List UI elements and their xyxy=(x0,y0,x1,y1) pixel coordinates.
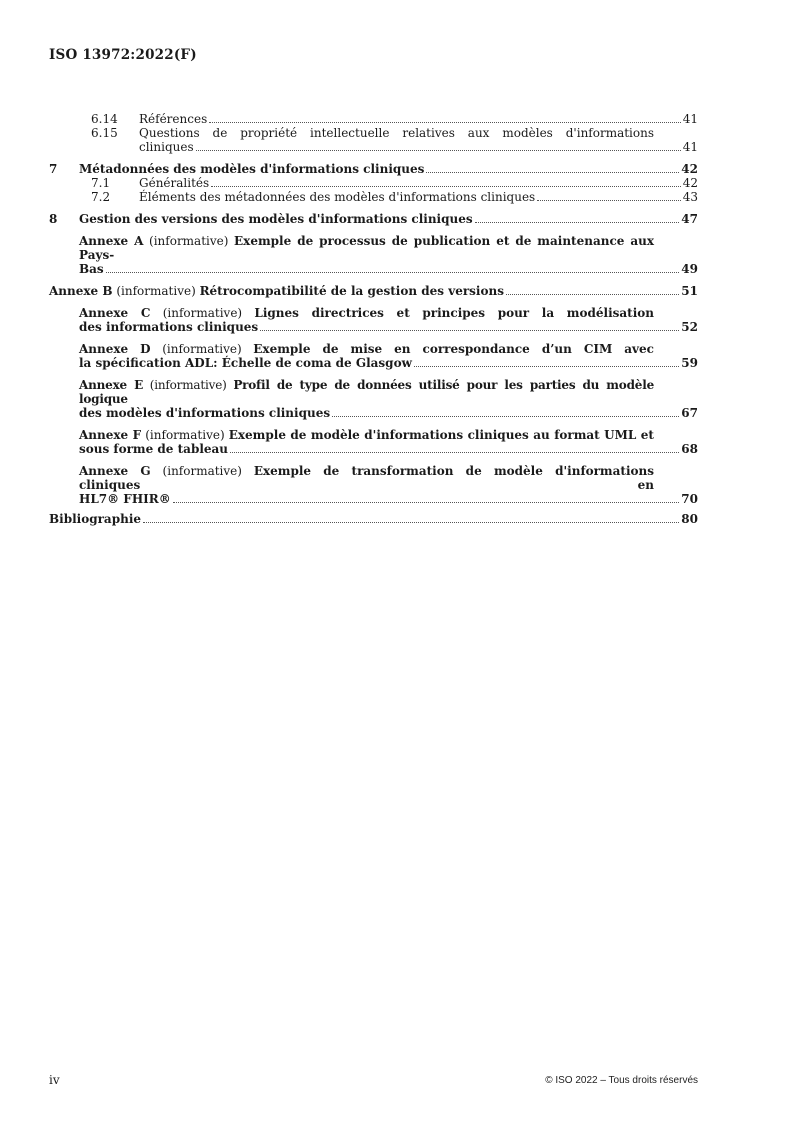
toc-entry-number: 7.1 xyxy=(91,176,111,190)
toc-entry-page: 51 xyxy=(681,284,698,298)
toc-entry-title: Généralités xyxy=(139,176,210,190)
toc-entry-annex-c[interactable] xyxy=(49,306,698,334)
dot-leader xyxy=(537,191,681,201)
annex-type: (informative) xyxy=(145,428,225,442)
annex-label: Annexe D xyxy=(79,342,151,356)
annex-label: Annexe E xyxy=(79,378,144,392)
toc-entry-title: Métadonnées des modèles d'informations cliniques xyxy=(79,162,425,176)
toc-entry-title: Bibliographie xyxy=(49,512,142,526)
toc-entry-title-line1: Profil de type de données utilisé pour les parties du modèle logique xyxy=(79,378,655,406)
toc-entry-6-14[interactable] xyxy=(49,112,698,126)
toc-entry-title-line2: sous forme de tableau xyxy=(79,442,229,456)
toc-entry-page: 42 xyxy=(682,176,698,190)
toc-entry-title-line2: la spécification ADL: Échelle de coma de Glasgow xyxy=(79,356,412,370)
toc-entry-annex-f[interactable] xyxy=(49,428,698,456)
dot-leader xyxy=(196,141,681,151)
dot-leader xyxy=(173,493,680,503)
toc-entry-title-line2: HL7® FHIR® xyxy=(79,492,171,506)
toc-entry-6-15[interactable] xyxy=(49,126,698,154)
toc-entry-title-line1: Exemple de mise en correspondance d’un CIM avec xyxy=(253,342,654,356)
toc-entry-title: Gestion des versions des modèles d'informations cliniques xyxy=(79,212,473,226)
toc-entry-title-line2: Bas xyxy=(79,262,104,276)
annex-label: Annexe A xyxy=(79,234,144,248)
toc-entry-number: 7 xyxy=(49,162,58,176)
toc-entry-page: 42 xyxy=(681,162,698,176)
toc-entry-number: 6.14 xyxy=(91,112,118,126)
annex-label: Annexe C xyxy=(79,306,151,320)
dot-leader xyxy=(260,321,679,331)
toc-entry-annex-d[interactable] xyxy=(49,342,698,370)
document-id: ISO 13972:2022(F) xyxy=(49,47,197,63)
dot-leader xyxy=(475,213,680,223)
toc-entry-8[interactable] xyxy=(49,212,698,226)
toc-entry-page: 52 xyxy=(681,320,698,334)
toc-entry-title-line2: cliniques xyxy=(139,140,194,154)
toc-entry-page: 49 xyxy=(681,262,698,276)
toc-entry-number: 8 xyxy=(49,212,58,226)
annex-label: Annexe B xyxy=(49,284,113,298)
toc-entry-bibliography[interactable] xyxy=(49,512,698,526)
toc-entry-page: 80 xyxy=(681,512,698,526)
toc-entry-page: 68 xyxy=(681,442,698,456)
toc-entry-page: 59 xyxy=(681,356,698,370)
dot-leader xyxy=(332,407,679,417)
toc-entry-number: 6.15 xyxy=(91,126,118,140)
annex-type: (informative) xyxy=(149,234,229,248)
toc-entry-page: 70 xyxy=(681,492,698,506)
toc-entry-title: Rétrocompatibilité de la gestion des versions xyxy=(199,284,504,298)
toc-entry-7[interactable] xyxy=(49,162,698,176)
toc-entry-annex-a[interactable] xyxy=(49,234,698,276)
toc-entry-title: Éléments des métadonnées des modèles d'informations cliniques xyxy=(139,190,536,204)
annex-type: (informative) xyxy=(162,464,242,478)
toc-entry-page: 41 xyxy=(682,140,698,154)
toc-entry-7-2[interactable] xyxy=(49,190,698,204)
page-number: iv xyxy=(49,1073,60,1087)
dot-leader xyxy=(209,113,680,123)
toc-entry-title-line1: Questions de propriété intellectuelle relatives aux modèles d'informations xyxy=(139,126,654,140)
toc-entry-title-line1: Exemple de transformation de modèle d'informations cliniques en xyxy=(79,464,654,492)
toc-entry-title-line2: des informations cliniques xyxy=(79,320,259,334)
dot-leader xyxy=(506,285,679,295)
toc-entry-number: 7.2 xyxy=(91,190,111,204)
dot-leader xyxy=(106,263,680,273)
toc-entry-title-line1: Lignes directrices et principes pour la modélisation xyxy=(254,306,654,320)
annex-type: (informative) xyxy=(149,378,227,392)
table-of-contents xyxy=(49,112,698,526)
annex-label: Annexe G xyxy=(79,464,151,478)
copyright-notice: © ISO 2022 – Tous droits réservés xyxy=(545,1075,698,1086)
dot-leader xyxy=(414,357,679,367)
toc-entry-title: Références xyxy=(139,112,208,126)
toc-entry-page: 47 xyxy=(681,212,698,226)
annex-type: (informative) xyxy=(116,284,196,298)
dot-leader xyxy=(211,177,681,187)
toc-entry-7-1[interactable] xyxy=(49,176,698,190)
toc-entry-title-line1: Exemple de processus de publication et de maintenance aux Pays- xyxy=(79,234,654,262)
dot-leader xyxy=(143,513,679,523)
toc-entry-page: 67 xyxy=(681,406,698,420)
toc-entry-annex-g[interactable] xyxy=(49,464,698,506)
annex-type: (informative) xyxy=(162,306,243,320)
toc-entry-annex-e[interactable] xyxy=(49,378,698,420)
toc-entry-page: 43 xyxy=(682,190,698,204)
annex-type: (informative) xyxy=(162,342,242,356)
toc-entry-annex-b[interactable] xyxy=(49,284,698,298)
annex-label: Annexe F xyxy=(79,428,142,442)
dot-leader xyxy=(230,443,679,453)
toc-entry-title-line1: Exemple de modèle d'informations cliniques au format UML et xyxy=(228,428,654,442)
toc-entry-page: 41 xyxy=(682,112,698,126)
dot-leader xyxy=(426,163,679,173)
toc-entry-title-line2: des modèles d'informations cliniques xyxy=(79,406,331,420)
